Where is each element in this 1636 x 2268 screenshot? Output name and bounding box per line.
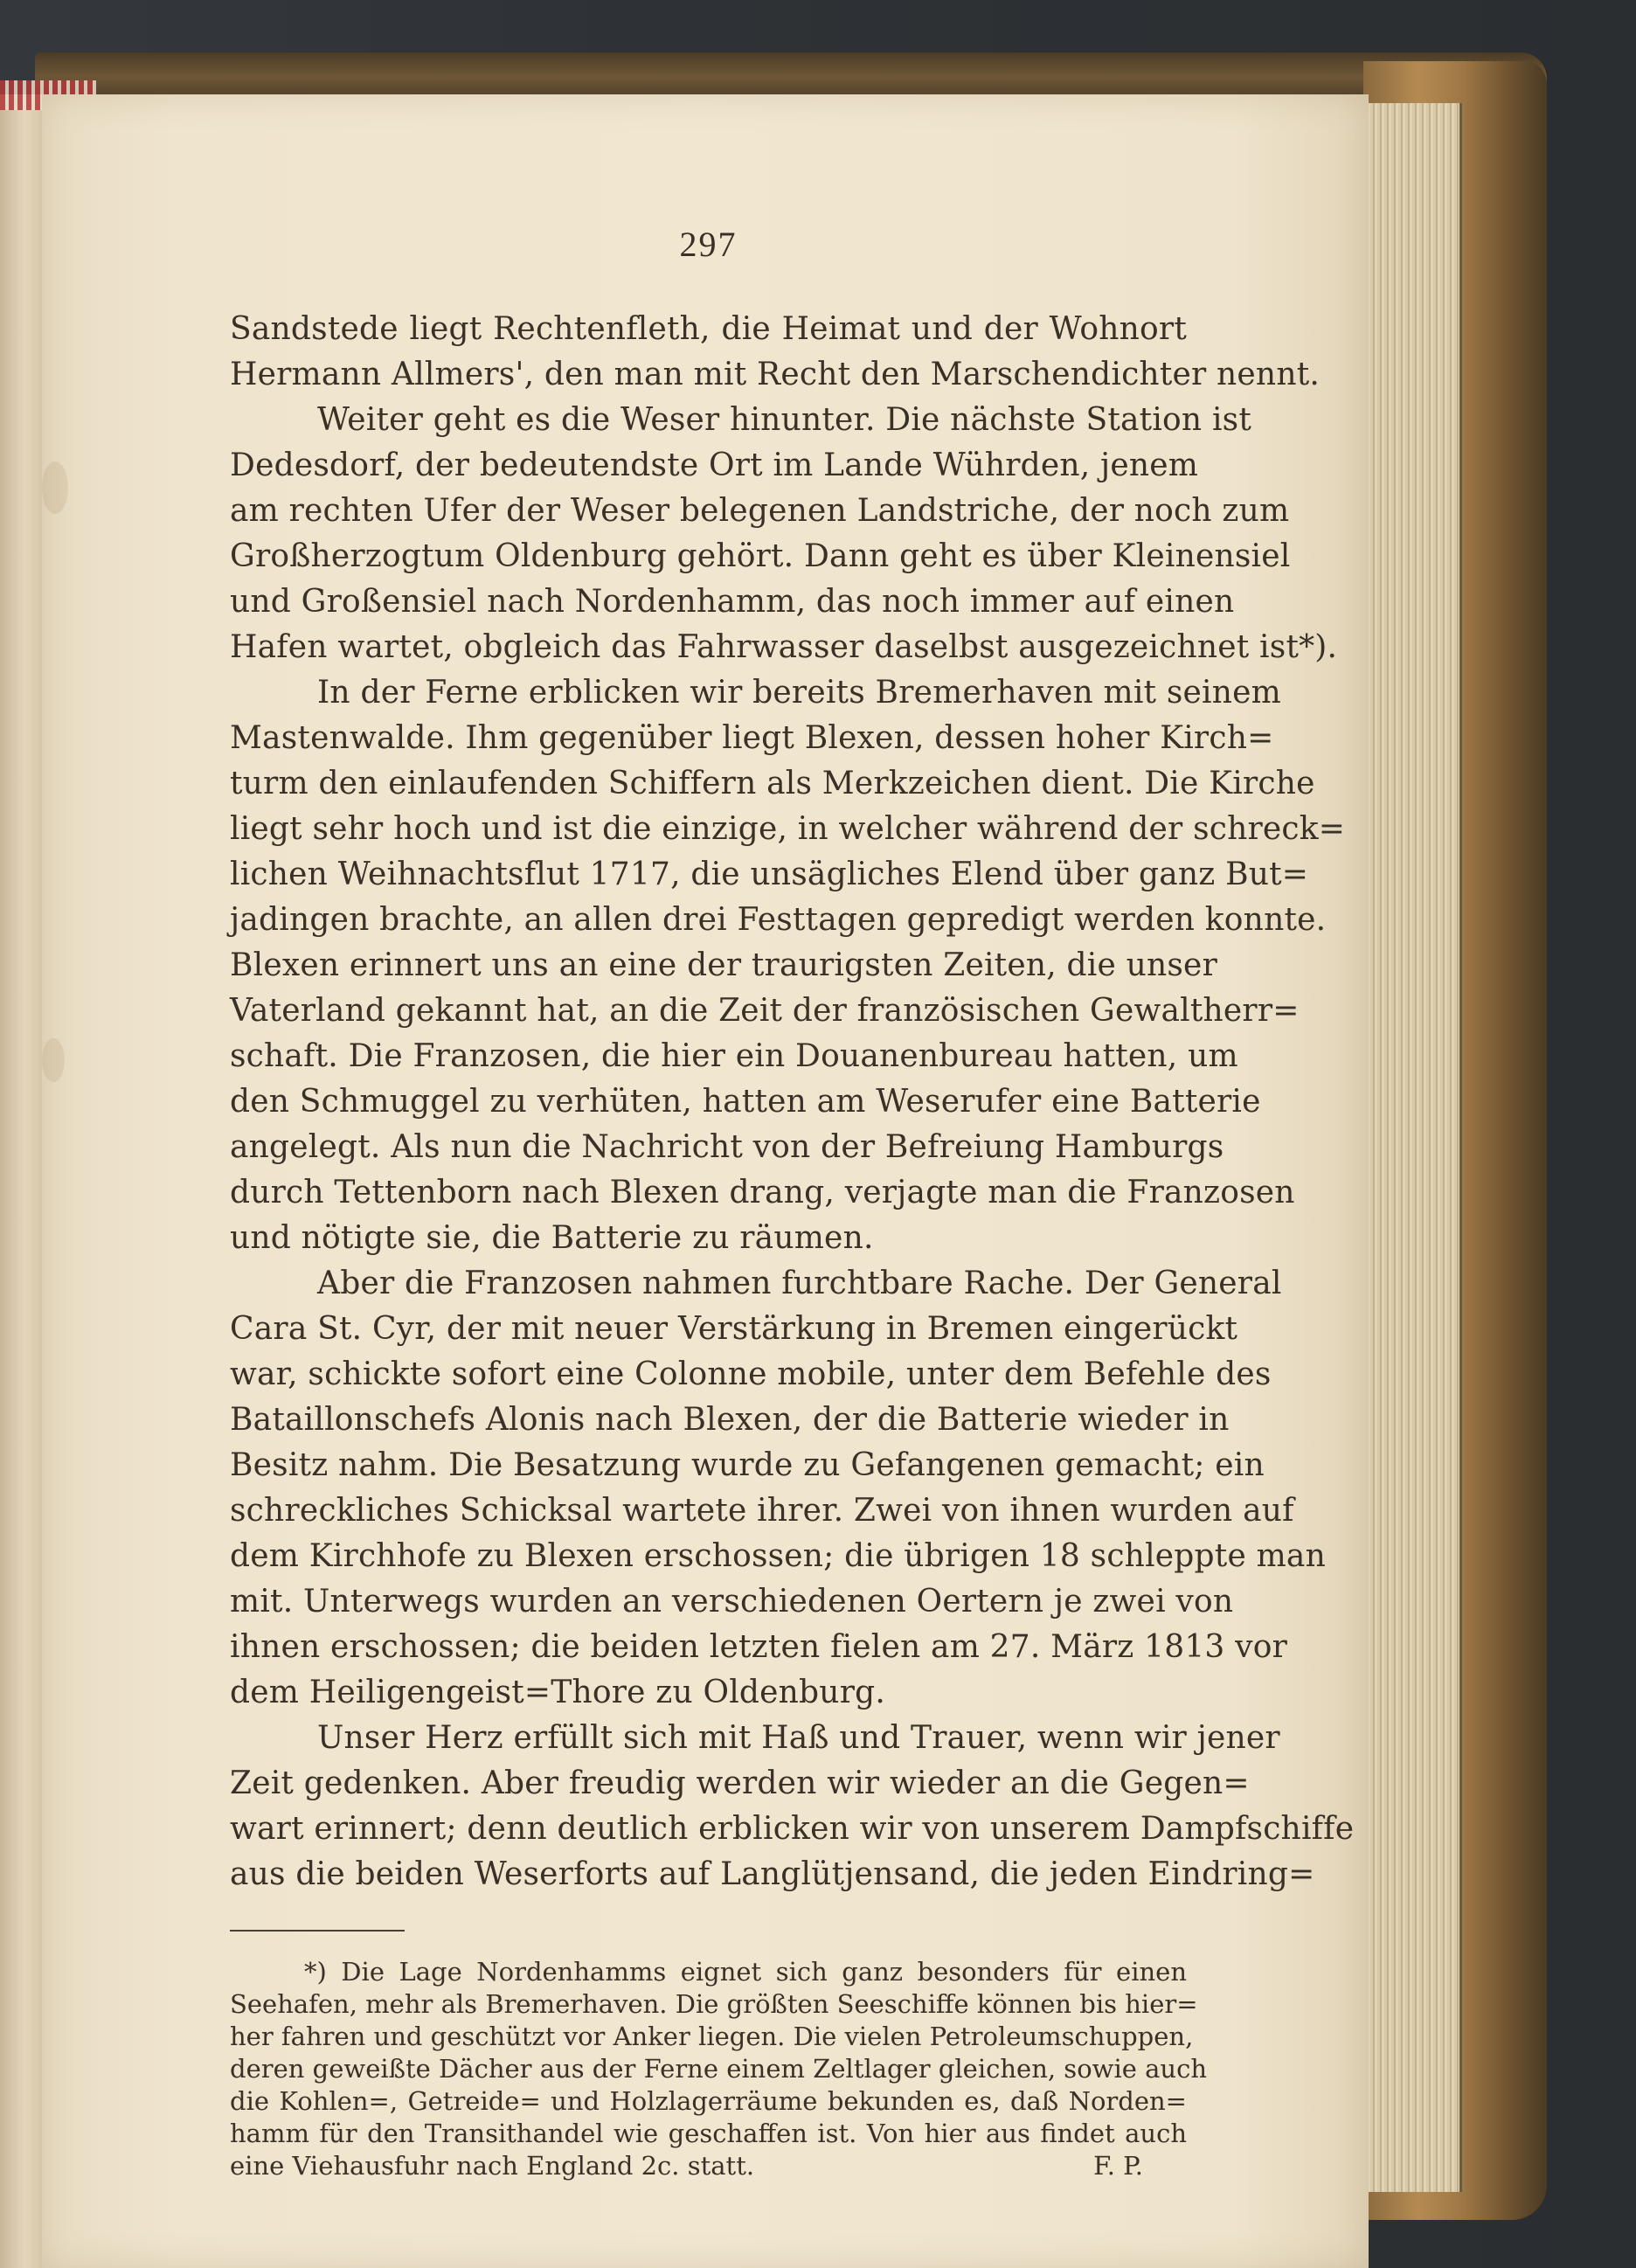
page-block-edges: [1363, 103, 1462, 2192]
text-line: angelegt. Als nun die Nachricht von der Befreiung Hamburgs: [230, 1129, 1224, 1165]
text-line: aus die beiden Weserforts auf Langlütjensand, die jeden Eindring=: [230, 1856, 1315, 1892]
text-line: lichen Weihnachtsflut 1717, die unsägliches Elend über ganz But=: [230, 857, 1309, 892]
text-line: Hermann Allmers', den man mit Recht den Marschendichter nennt.: [230, 357, 1321, 392]
footnote-line: her fahren und geschützt vor Anker liegen. Die vielen Petroleumschuppen,: [230, 2022, 1194, 2051]
text-line: wart erinnert; denn deutlich erblicken wir von unserem Dampfschiffe: [230, 1811, 1355, 1847]
text-line: Zeit gedenken. Aber freudig werden wir wieder an die Gegen=: [230, 1765, 1250, 1801]
footnote-line: eine Viehausfuhr nach England 2c. statt.: [230, 2151, 755, 2181]
text-line: dem Kirchhofe zu Blexen erschossen; die übrigen 18 schleppte man: [230, 1538, 1326, 1574]
text-line: Vaterland gekannt hat, an die Zeit der französischen Gewaltherr=: [230, 993, 1300, 1029]
footnote-last-line: [230, 2150, 1143, 2182]
text-line: Großherzogtum Oldenburg gehört. Dann geht es über Kleinensiel: [230, 538, 1291, 574]
book-page: [42, 94, 1369, 2268]
text-line: am rechten Ufer der Weser belegenen Landstriche, der noch zum: [230, 493, 1290, 529]
text-line: turm den einlaufenden Schiffern als Merkzeichen dient. Die Kirche: [230, 766, 1315, 801]
text-line: Cara St. Cyr, der mit neuer Verstärkung in Bremen eingerückt: [230, 1311, 1238, 1347]
footnote-line: hamm für den Transithandel wie geschaffen ist. Von hier aus findet auch: [230, 2119, 1187, 2148]
stain-mark: [42, 1038, 65, 1082]
text-line: liegt sehr hoch und ist die einzige, in welcher während der schreck=: [230, 811, 1346, 847]
text-line: schaft. Die Franzosen, die hier ein Douanenbureau hatten, um: [230, 1038, 1238, 1074]
text-line: schreckliches Schicksal wartete ihrer. Zwei von ihnen wurden auf: [230, 1493, 1294, 1529]
text-line: Sandstede liegt Rechtenfleth, die Heimat und der Wohnort: [230, 311, 1187, 347]
text-line: Dedesdorf, der bedeutendste Ort im Lande Wührden, jenem: [230, 447, 1199, 483]
text-line: den Schmuggel zu verhüten, hatten am Weserufer eine Batterie: [230, 1084, 1261, 1120]
text-line: Aber die Franzosen nahmen furchtbare Rache. Der General: [317, 1266, 1282, 1301]
footnote-line: deren geweißte Dächer aus der Ferne einem Zeltlager gleichen, sowie auch: [230, 2054, 1208, 2084]
text-line: mit. Unterwegs wurden an verschiedenen Oertern je zwei von: [230, 1584, 1234, 1620]
text-line: und Großensiel nach Nordenhamm, das noch immer auf einen: [230, 584, 1235, 620]
text-line: Blexen erinnert uns an eine der traurigsten Zeiten, die unser: [230, 947, 1217, 983]
text-line: Weiter geht es die Weser hinunter. Die nächste Station ist: [317, 402, 1251, 438]
text-line: jadingen brachte, an allen drei Festtagen gepredigt werden konnte.: [230, 902, 1327, 938]
footnote-line: Seehafen, mehr als Bremerhaven. Die größten Seeschiffe können bis hier=: [230, 1989, 1198, 2019]
previous-page-edge: [0, 94, 44, 2268]
text-line: ihnen erschossen; die beiden letzten fielen am 27. März 1813 vor: [230, 1629, 1287, 1665]
footnote-rule: [230, 1930, 405, 1932]
text-line: Mastenwalde. Ihm gegenüber liegt Blexen, dessen hoher Kirch=: [230, 720, 1274, 756]
stain-mark: [42, 461, 68, 514]
text-line: Unser Herz erfüllt sich mit Haß und Trauer, wenn wir jener: [317, 1720, 1280, 1756]
page-number: 297: [679, 225, 738, 264]
footnote-signature: F. P.: [1093, 2151, 1143, 2181]
text-line: Hafen wartet, obgleich das Fahrwasser daselbst ausgezeichnet ist*).: [230, 629, 1338, 665]
text-line: Bataillonschefs Alonis nach Blexen, der die Batterie wieder in: [230, 1402, 1230, 1438]
text-line: In der Ferne erblicken wir bereits Bremerhaven mit seinem: [317, 675, 1281, 711]
text-line: und nötigte sie, die Batterie zu räumen.: [230, 1220, 874, 1256]
text-line: Besitz nahm. Die Besatzung wurde zu Gefangenen gemacht; ein: [230, 1447, 1265, 1483]
text-line: durch Tettenborn nach Blexen drang, verjagte man die Franzosen: [230, 1175, 1295, 1210]
text-line: war, schickte sofort eine Colonne mobile, unter dem Befehle des: [230, 1356, 1272, 1392]
text-line: dem Heiligengeist=Thore zu Oldenburg.: [230, 1675, 885, 1710]
footnote-line: die Kohlen=, Getreide= und Holzlagerräume bekunden es, daß Norden=: [230, 2086, 1187, 2116]
footnote-line: *) Die Lage Nordenhamms eignet sich ganz besonders für einen: [304, 1957, 1187, 1987]
